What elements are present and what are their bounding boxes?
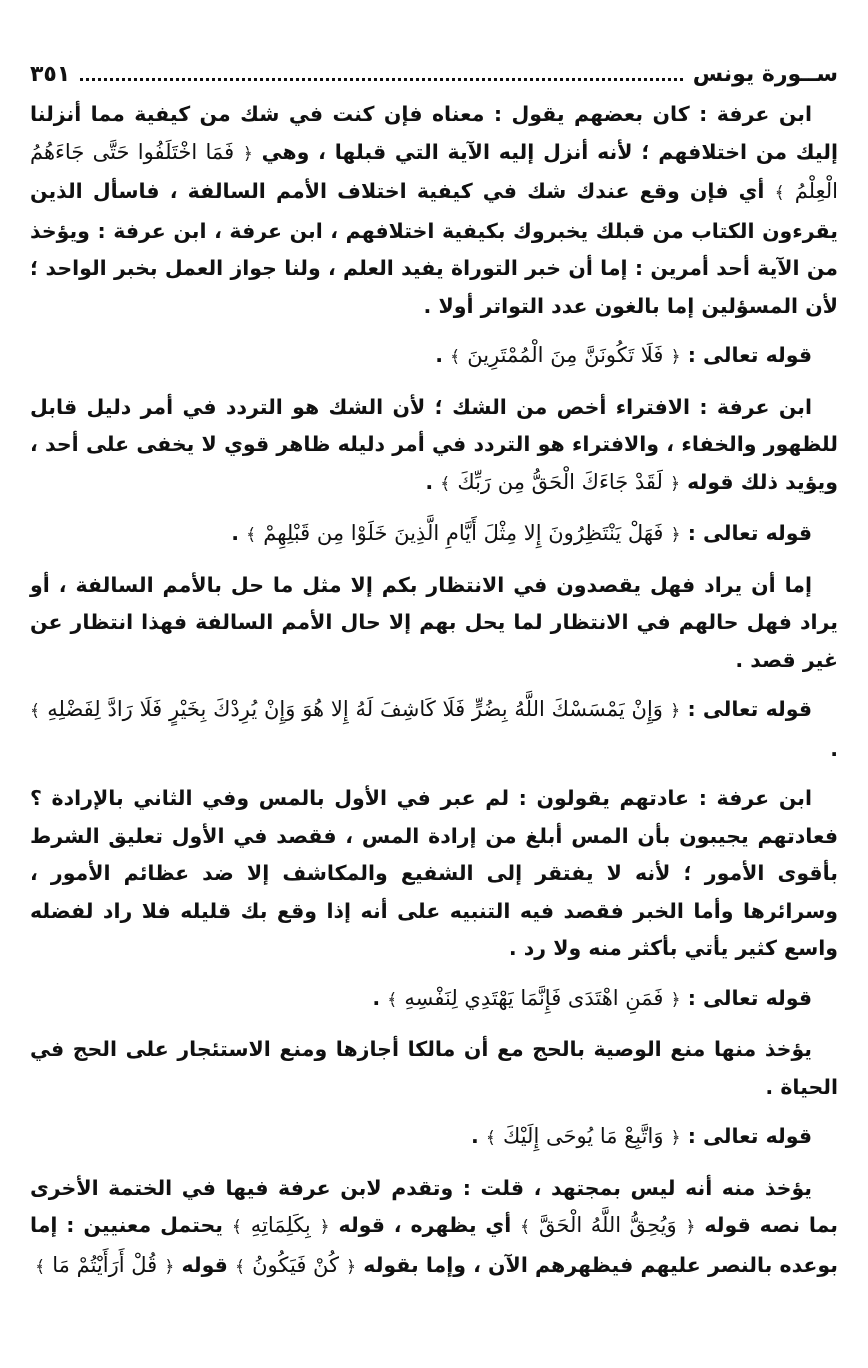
quran-bracket-open: ﴿ xyxy=(670,701,681,721)
text-segment: قوله تعالى : xyxy=(680,697,812,721)
header-dotted-leader xyxy=(80,78,683,81)
quran-quote: لَقَدْ جَاءَكَ الْحَقُّ مِن رَبِّكَ xyxy=(457,469,663,494)
quran-bracket-close: ﴾ xyxy=(35,1256,46,1277)
book-page xyxy=(30,58,838,1368)
quran-quote: وَإِنْ يَمْسَسْكَ اللَّهُ بِضُرٍّ فَلَا كَاشِفَ لَهُ إِلا هُوَ وَإِنْ يُرِدْكَ بِخَيْرٍ فَلَا رَادَّ لِفَضْلِهِ xyxy=(47,697,663,721)
text-segment: قوله تعالى : xyxy=(680,521,812,545)
quran-bracket-close: ﴾ xyxy=(520,1217,531,1237)
text-segment: قوله تعالى : xyxy=(680,343,812,367)
text-segment: قوله تعالى : xyxy=(680,985,812,1010)
text-segment: . xyxy=(830,736,838,761)
quran-bracket-open: ﴿ xyxy=(670,473,681,494)
quran-bracket-open: ﴿ xyxy=(346,1256,357,1277)
quran-bracket-open: ﴿ xyxy=(242,143,253,164)
text-segment: إما أن يراد فهل يقصدون في الانتظار بكم إلا مثل ما حل بالأمم السالفة ، أو يراد فهل حالهم في الانتظار لما يحل بهم إلا حال الأمم السالفة فهذا انتظار عن غير قصد . xyxy=(30,572,838,672)
quran-quote: وَاتَّبِعْ مَا يُوحَى إِلَيْكَ xyxy=(503,1124,664,1148)
quran-quote: قُلْ أَرَأَيْتُمْ مَا xyxy=(52,1252,158,1277)
text-segment: أي يظهره ، قوله xyxy=(329,1213,521,1237)
quran-bracket-close: ﴾ xyxy=(440,473,451,494)
text-segment: يحتمل معنيين : إما بوعده بالنصر عليهم فيظهرهم الآن ، وإما بقوله xyxy=(30,1213,838,1277)
ayah-heading-paragraph xyxy=(30,515,838,555)
commentary-paragraph xyxy=(30,1170,838,1287)
text-segment: . xyxy=(231,521,247,545)
quran-bracket-open: ﴿ xyxy=(670,525,681,545)
text-segment: يؤخذ منه أنه ليس بمجتهد ، قلت : وتقدم لابن عرفة فيها في الختمة الأخرى بما نصه قوله xyxy=(30,1175,839,1237)
quran-quote: فَمَا اخْتَلَفُوا حَتَّى جَاءَهُمُ الْعِلْمُ xyxy=(30,139,838,203)
quran-bracket-close: ﴾ xyxy=(30,701,40,721)
quran-bracket-close: ﴾ xyxy=(450,347,461,367)
commentary-paragraph xyxy=(30,389,838,504)
quran-quote: كُنْ فَيَكُونُ xyxy=(252,1252,340,1277)
quran-bracket-open: ﴿ xyxy=(670,989,681,1010)
page-number: ٣٥١ xyxy=(30,62,71,87)
page-body xyxy=(30,96,838,1286)
commentary-paragraph xyxy=(30,567,838,680)
ayah-heading-paragraph xyxy=(30,1118,838,1158)
commentary-paragraph xyxy=(30,780,838,968)
quran-quote: بِكَلِمَاتِهِ xyxy=(250,1213,311,1237)
quran-bracket-close: ﴾ xyxy=(231,1217,242,1237)
ayah-heading-paragraph xyxy=(30,980,838,1020)
text-segment: ابن عرفة : عادتهم يقولون : لم عبر في الأول بالمس وفي الثاني بالإرادة ؟ فعادتهم يجيبون بأن المس أبلغ من إرادة المس ، فقصد في الأول تعليق الشرط بأقوى الأمور ؛ لأنه لا يفتقر إلى الشفيع والمكاشف إلا ضد عظائم الأمور ، وسرائرها وأما الخبر فقصد فيه التنبيه على أنه إذا وقع بك قليله فلا راد لفضله واسع كثير يأتي بأكثر منه ولا رد . xyxy=(30,786,838,960)
ayah-heading-paragraph xyxy=(30,337,838,377)
text-segment: قوله تعالى : xyxy=(680,1124,812,1148)
ayah-heading-paragraph xyxy=(30,691,838,768)
text-segment: ابن عرفة : الافتراء أخص من الشك ؛ لأن الشك هو التردد في أمر دليل قابل للظهور والخفاء ، والافتراء هو التردد في أمر دليله ظاهر قوي لا يخفى على أحد ، ويؤيد ذلك قوله xyxy=(30,394,838,494)
quran-bracket-close: ﴾ xyxy=(774,183,785,203)
quran-bracket-close: ﴾ xyxy=(387,989,398,1010)
quran-bracket-close: ﴾ xyxy=(485,1128,496,1148)
quran-bracket-open: ﴿ xyxy=(685,1217,696,1237)
text-segment: قوله xyxy=(174,1252,235,1277)
quran-bracket-close: ﴾ xyxy=(246,525,257,545)
quran-bracket-open: ﴿ xyxy=(670,347,681,367)
text-segment: . xyxy=(435,343,451,367)
text-segment: . xyxy=(425,469,441,494)
text-segment: . xyxy=(470,1124,486,1148)
text-segment: يؤخذ منها منع الوصية بالحج مع أن مالكا أجازها ومنع الاستئجار على الحج في الحياة . xyxy=(30,1037,838,1099)
quran-quote: فَمَنِ اهْتَدَى فَإِنَّمَا يَهْتَدِي لِنَفْسِهِ xyxy=(404,985,664,1010)
quran-bracket-close: ﴾ xyxy=(235,1256,245,1277)
commentary-paragraph xyxy=(30,1031,838,1106)
commentary-paragraph xyxy=(30,96,838,325)
text-segment: أي فإن وقع عندك شك في كيفية اختلاف الأمم السالفة ، فاسأل الذين يقرءون الكتاب من قبلك يخبروك بكيفية اختلافهم ، ابن عرفة ، ابن عرفة : ويؤخذ من الآية أحد أمرين : إما أن خبر التوراة يفيد العلم ، ولنا جواز العمل بخبر الواحد ؛ لأن المسؤلين إما بالغون عدد التواتر أولا . xyxy=(30,179,838,318)
text-segment: . xyxy=(372,985,388,1010)
quran-bracket-open: ﴿ xyxy=(670,1128,681,1148)
text-segment: ابن عرفة : كان بعضهم يقول : معناه فإن كنت في شك من كيفية مما أنزلنا إليك من اختلافهم ؛ لأنه أنزل إليه الآية التي قبلها ، وهي xyxy=(30,102,838,164)
quran-bracket-open: ﴿ xyxy=(319,1217,330,1237)
surah-title: ســورة يونس xyxy=(692,62,838,87)
quran-quote: وَيُحِقُّ اللَّهُ الْحَقَّ xyxy=(538,1213,677,1237)
quran-quote: فَلَا تَكُونَنَّ مِنَ الْمُمْتَرِينَ xyxy=(467,343,664,367)
quran-quote: فَهَلْ يَنْتَظِرُونَ إِلا مِثْلَ أَيَّامِ الَّذِينَ خَلَوْا مِن قَبْلِهِمْ xyxy=(263,521,664,545)
running-head xyxy=(30,58,838,92)
quran-bracket-open: ﴿ xyxy=(164,1256,175,1277)
